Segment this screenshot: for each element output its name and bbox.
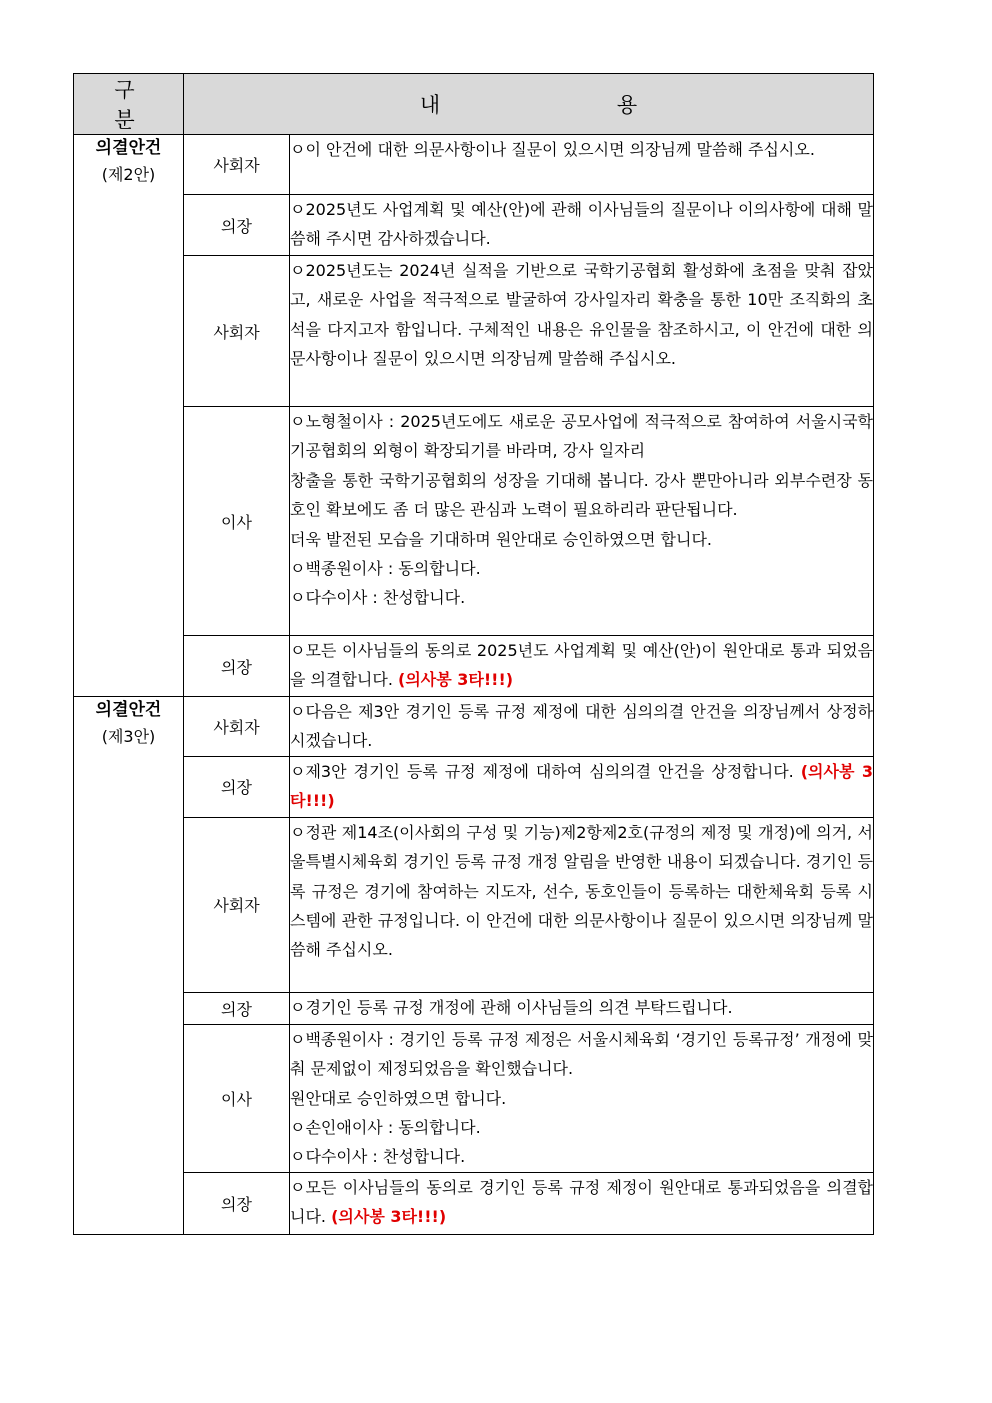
gavel-note: (의사봉 3타!!!) (290, 761, 873, 811)
table-row (74, 407, 874, 636)
speaker-cell: 의장 (184, 636, 290, 697)
table-row (74, 992, 874, 1024)
agenda-cell-2 (74, 135, 184, 697)
speaker-cell: 이사 (184, 1024, 290, 1172)
content-cell: ㅇ모든 이사님들의 동의로 경기인 등록 규정 제정이 원안대로 통과되었음을 의결합니다. (의사봉 3타!!!) (290, 1172, 874, 1234)
speaker-cell: 사회자 (184, 135, 290, 195)
content-cell: ㅇ제3안 경기인 등록 규정 제정에 대하여 심의의결 안건을 상정합니다. (의사봉 3타!!!) (290, 756, 874, 817)
table-row (74, 1024, 874, 1172)
content-cell: ㅇ백종원이사 : 경기인 등록 규정 제정은 서울시체육회 ‘경기인 등록규정’ 개정에 맞춰 문제없이 제정되었음을 확인했습니다. 원안대로 승인하였으면 합니다. ㅇ손인애이사 : 동의합니다. ㅇ다수이사 : 찬성합니다. (290, 1024, 874, 1172)
speaker-cell: 의장 (184, 195, 290, 256)
content-cell: ㅇ이 안건에 대한 의문사항이나 질문이 있으시면 의장님께 말씀해 주십시오. (290, 135, 874, 195)
table-row (74, 636, 874, 697)
speaker-cell: 사회자 (184, 817, 290, 992)
speaker-cell: 이사 (184, 407, 290, 636)
agenda-number: (제3안) (101, 727, 156, 746)
gavel-note: (의사봉 3타!!!) (331, 1207, 447, 1227)
gavel-note: (의사봉 3타!!!) (398, 670, 514, 690)
table-row (74, 697, 874, 757)
content-cell: ㅇ경기인 등록 규정 개정에 관해 이사님들의 의견 부탁드립니다. (290, 992, 874, 1024)
table-row (74, 195, 874, 256)
header-content: 내 용 (184, 74, 874, 135)
speaker-cell: 의장 (184, 1172, 290, 1234)
speaker-cell: 사회자 (184, 697, 290, 757)
speaker-cell: 의장 (184, 992, 290, 1024)
content-cell: ㅇ노형철이사 : 2025년도에도 새로운 공모사업에 적극적으로 참여하여 서울시국학기공협회의 외형이 확장되기를 바라며, 강사 일자리 창출을 통한 국학기공협회의 성장을 기대해 봅니다. 강사 뿐만아니라 외부수련장 동호인 확보에도 좀 더 많은 관심과 노력이 필요하리라 판단됩니다. 더욱 발전된 모습을 기대하며 원안대로 승인하였으면 합니다. ㅇ백종원이사 : 동의합니다. ㅇ다수이사 : 찬성합니다. (290, 407, 874, 636)
table-row (74, 135, 874, 195)
table-row (74, 817, 874, 992)
table-row (74, 256, 874, 407)
content-cell: ㅇ2025년도 사업계획 및 예산(안)에 관해 이사님들의 질문이나 이의사항에 대해 말씀해 주시면 감사하겠습니다. (290, 195, 874, 256)
content-cell: ㅇ정관 제14조(이사회의 구성 및 기능)제2항제2호(규정의 제정 및 개정)에 의거, 서울특별시체육회 경기인 등록 규정 개정 알림을 반영한 내용이 되겠습니다. 경기인 등록 규정은 경기에 참여하는 지도자, 선수, 동호인들이 등록하는 대한체육회 등록 시스템에 관한 규정입니다. 이 안건에 대한 의문사항이나 질문이 있으시면 의장님께 말씀해 주십시오. (290, 817, 874, 992)
content-cell: ㅇ다음은 제3안 경기인 등록 규정 제정에 대한 심의의결 안건을 의장님께서 상정하시겠습니다. (290, 697, 874, 757)
table-row (74, 756, 874, 817)
speaker-cell: 의장 (184, 756, 290, 817)
content-cell: ㅇ2025년도는 2024년 실적을 기반으로 국학기공협회 활성화에 초점을 맞춰 잡았고, 새로운 사업을 적극적으로 발굴하여 강사일자리 확충을 통한 10만 조직화의 초석을 다지고자 함입니다. 구체적인 내용은 유인물을 참조하시고, 이 안건에 대한 의문사항이나 질문이 있으시면 의장님께 말씀해 주십시오. (290, 256, 874, 407)
agenda-title: 의결안건 (95, 138, 162, 158)
agenda-cell-3 (74, 697, 184, 1235)
content-cell: ㅇ모든 이사님들의 동의로 2025년도 사업계획 및 예산(안)이 원안대로 통과 되었음을 의결합니다. (의사봉 3타!!!) (290, 636, 874, 697)
agenda-number: (제2안) (101, 165, 156, 184)
header-row (74, 74, 874, 135)
header-category: 구 분 (74, 74, 184, 135)
speaker-cell: 사회자 (184, 256, 290, 407)
agenda-title: 의결안건 (95, 700, 162, 720)
table-row (74, 1172, 874, 1234)
minutes-table (73, 73, 874, 1235)
